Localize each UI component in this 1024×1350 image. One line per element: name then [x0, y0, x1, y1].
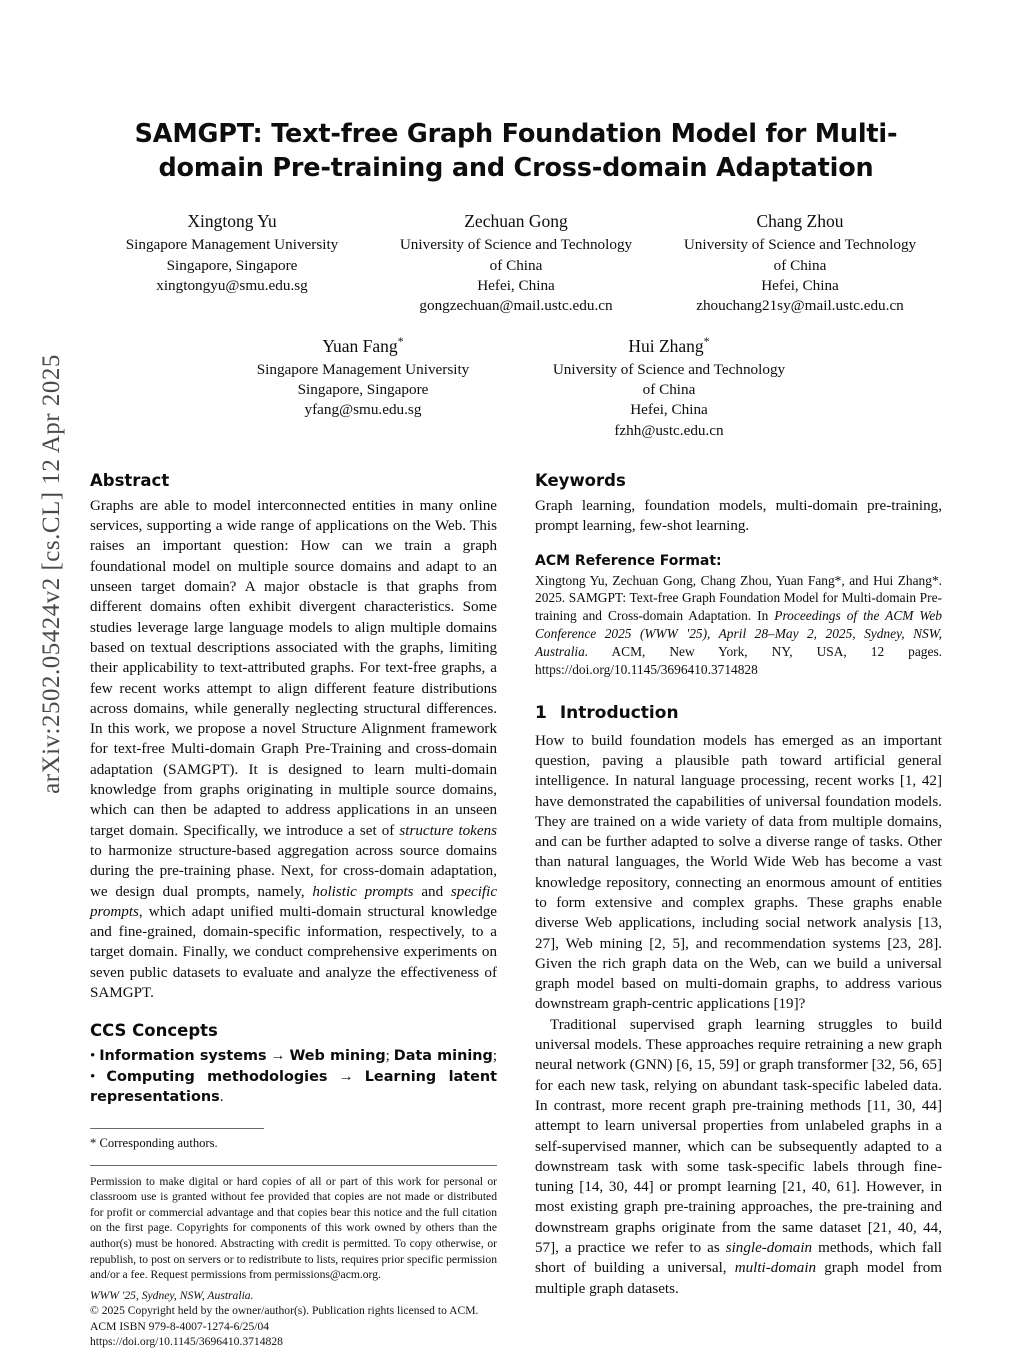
conference-line: [90, 1288, 497, 1304]
author-email: fzhh@ustc.edu.cn: [614, 421, 724, 439]
author-name: Chang Zhou: [756, 211, 844, 232]
author-affiliation: Singapore Management University: [125, 236, 339, 254]
author-block: [374, 211, 658, 316]
keywords-heading: Keywords: [535, 470, 626, 490]
section-title: Introduction: [559, 702, 679, 723]
copyright-line: © 2025 Copyright held by the owner/author(s). Publication rights licensed to ACM.: [90, 1304, 479, 1318]
right-column: [535, 471, 942, 1350]
author-name: [522, 334, 816, 357]
arxiv-stamp: arXiv:2502.05424v2 [cs.CL] 12 Apr 2025: [38, 354, 65, 794]
author-affiliation: Singapore, Singapore: [166, 256, 298, 274]
author-name: Xingtong Yu: [187, 211, 277, 232]
corresponding-author-marker: *: [703, 334, 710, 349]
author-block: [210, 334, 516, 441]
author-affiliation: of China: [773, 256, 827, 274]
isbn-line: ACM ISBN 979-8-4007-1274-6/25/04: [90, 1319, 270, 1333]
author-name-text: Yuan Fang: [322, 336, 398, 357]
section-number: 1: [535, 702, 547, 723]
author-name: Zechuan Gong: [464, 211, 568, 232]
copyright-divider: [90, 1165, 497, 1166]
author-block: [658, 211, 942, 316]
footnote-area: [90, 1128, 497, 1350]
ccs-heading: CCS Concepts: [90, 1021, 218, 1041]
authors-row-2: [90, 334, 942, 441]
author-block: [516, 334, 822, 441]
author-affiliation: University of Science and Technology: [683, 236, 917, 254]
author-affiliation: University of Science and Technology: [399, 236, 633, 254]
author-block: [90, 211, 374, 316]
author-email: xingtongyu@smu.edu.sg: [156, 276, 308, 294]
introduction-heading: [535, 703, 942, 723]
acm-reference-heading: ACM Reference Format:: [535, 552, 722, 569]
author-affiliation: Hefei, China: [477, 276, 555, 294]
ccs-text: • Information systems → Web mining; Data mining; • Computing methodologies → Learning latent representations.: [90, 1048, 498, 1106]
body-columns: [90, 471, 942, 1350]
abstract-heading: Abstract: [90, 470, 170, 490]
authors-row-1: [90, 211, 942, 316]
author-affiliation: University of Science and Technology: [552, 361, 786, 379]
author-affiliation: Hefei, China: [761, 276, 839, 294]
copyright-block: [90, 1174, 497, 1350]
corresponding-author-marker: *: [397, 334, 404, 349]
author-affiliation: Singapore, Singapore: [297, 381, 429, 399]
paper-content: [90, 118, 942, 1350]
left-column: [90, 471, 497, 1350]
author-email: yfang@smu.edu.sg: [304, 401, 422, 419]
author-affiliation: of China: [489, 256, 543, 274]
author-affiliation: Singapore Management University: [256, 361, 470, 379]
abstract-text: Graphs are able to model interconnected entities in many online services, supporting a wide range of applications on the Web. This raises an important question: How can we train a graph foundational model on multiple source domains and adapt to an unseen target domain? A major obstacle is that graphs from different domains often exhibit divergent characteristics. Some studies leverage large language models to align multiple domains based on textual descriptions associated with the graphs, limiting their applicability to text-attributed graphs. For text-free graphs, a few recent works attempt to align different feature distributions across domains, while generally neglecting structural differences. In this work, we propose a novel Structure Alignment framework for text-free Multi-domain Graph Pre-Training and cross-domain adaptation (SAMGPT). It is designed to learn multi-domain knowledge from graphs originating in multiple source domains, which can then be adapted to address applications in an unseen target domain. Specifically, we introduce a set of structure tokens to harmonize structure-based aggregation across source domains during the pre-training phase. Next, for cross-domain adaptation, we design dual prompts, namely, holistic prompts and specific prompts, which adapt unified multi-domain structural knowledge and fine-grained, domain-specific information, respectively, to a target domain. Finally, we conduct comprehensive experiments on seven public datasets to evaluate and analyze the effectiveness of SAMGPT.: [90, 497, 498, 1002]
author-affiliation: Hefei, China: [630, 401, 708, 419]
corresponding-authors-note: * Corresponding authors.: [90, 1135, 218, 1150]
keywords-text: Graph learning, foundation models, multi-domain pre-training, prompt learning, few-shot learning.: [535, 497, 942, 535]
permission-notice: Permission to make digital or hard copies of all or part of this work for personal or classroom use is granted without fee provided that copies are not made or distributed for profit or commercial advantage and that copies bear this notice and the full citation on the first page. Copyrights for components of this work owned by others than the author(s) must be honored. Abstracting with credit is permitted. To copy otherwise, or republish, to post on servers or to redistribute to lists, requires prior specific permission and/or a fee. Request permissions from permissions@acm.org.: [90, 1174, 497, 1282]
doi-line: https://doi.org/10.1145/3696410.3714828: [90, 1335, 283, 1349]
intro-paragraph-2: Traditional supervised graph learning struggles to build universal models. These approaches require retraining a new graph neural network (GNN) [6, 15, 59] or graph transformer [32, 56, 65] for each new task, relying on abundant task-specific labeled data. In contrast, more recent graph pre-training methods [11, 30, 44] attempt to learn universal properties from unlabeled graphs in a self-supervised manner, which can be subsequently adapted to a downstream task with some task-specific labels through fine-tuning [14, 30, 44] or prompt learning [21, 40, 61]. However, in most existing graph pre-training approaches, the pre-training and downstream graphs originate from the same dataset [21, 40, 44, 57], a practice we refer to as single-domain methods, which fall short of building a universal, multi-domain graph model from multiple graph datasets.: [535, 1016, 943, 1297]
author-name: [216, 334, 510, 357]
conference-text: WWW '25, Sydney, NSW, Australia.: [90, 1288, 254, 1302]
author-name-text: Hui Zhang: [628, 336, 704, 357]
intro-paragraph-1: How to build foundation models has emerged as an important question, paving a plausible path toward artificial general intelligence. In natural language processing, recent works [1, 42] have demonstrated the capabilities of universal foundation models. They are trained on a wide variety of data from multiple domains, and can be further adapted to solve a diverse range of tasks. Other than natural languages, the World Wide Web has become a vast knowledge repository, connecting an enormous amount of entities to form extensive and complex graphs. These graphs enable diverse Web applications, including social network analysis [13, 27], Web mining [2, 5], and recommendation systems [23, 28]. Given the rich graph data on the Web, can we build a universal graph model based on multi-domain graphs, to address various downstream graph-centric applications [19]?: [535, 732, 942, 1013]
author-email: zhouchang21sy@mail.ustc.edu.cn: [696, 296, 904, 314]
page-title: SAMGPT: Text-free Graph Foundation Model for Multi-domain Pre-training and Cross-domain Adaptation: [134, 119, 898, 183]
acm-reference-text: Xingtong Yu, Zechuan Gong, Chang Zhou, Yuan Fang*, and Hui Zhang*. 2025. SAMGPT: Text-free Graph Foundation Model for Multi-domain Pre-training and Cross-domain Adaptation. In Proceedings of the ACM Web Conference 2025 (WWW '25), April 28–May 2, 2025, Sydney, NSW, Australia. ACM, New York, NY, USA, 12 pages. https://doi.org/10.1145/3696410.3714828: [535, 572, 942, 677]
author-affiliation: of China: [642, 381, 696, 399]
author-email: gongzechuan@mail.ustc.edu.cn: [419, 296, 613, 314]
footnote-divider: [90, 1128, 264, 1129]
